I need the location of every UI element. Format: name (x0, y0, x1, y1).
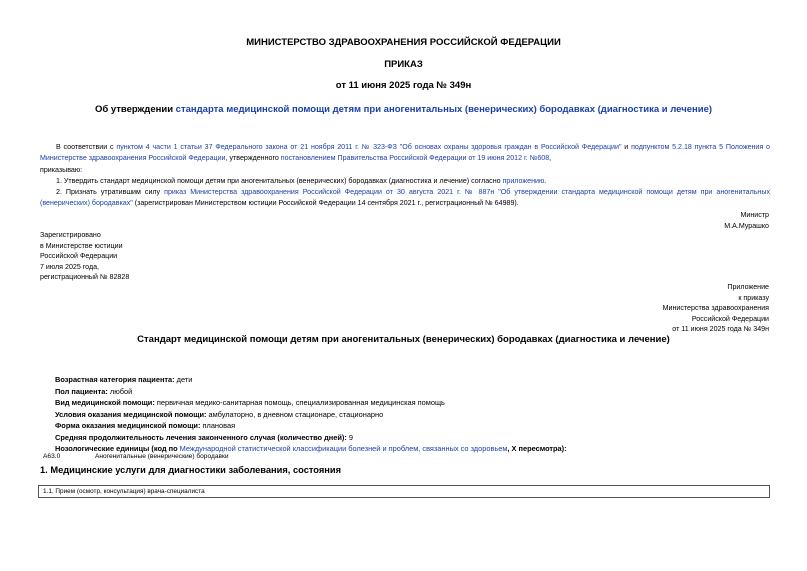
appendix-line: Российской Федерации (691, 314, 769, 323)
icd-link[interactable]: Международной статистической классификации болезней и проблем, связанных со здоровьем (179, 444, 508, 453)
care-type-value: первичная медико-санитарная помощь, специализированная медицинская помощь (154, 398, 445, 407)
icd-code-row (43, 453, 229, 460)
age-value: дети (174, 375, 193, 384)
order-date: от 11 июня 2025 года № 349н (335, 80, 472, 91)
nosology-label-start: Нозологические единицы (код по (55, 444, 180, 453)
nosology-label-end: , X пересмотра): (507, 444, 567, 453)
registration-line: Зарегистрировано (40, 231, 101, 239)
sex-row (55, 386, 775, 398)
icd-code: A63.0 (43, 453, 61, 460)
registration-line: регистрационный № 82828 (40, 273, 130, 282)
form-row (55, 420, 775, 432)
section-1-heading: 1. Медицинские услуги для диагностики заболевания, состояния (40, 465, 342, 475)
appendix-line: к приказу (738, 293, 769, 302)
conditions-row (55, 409, 775, 421)
appendix-block (663, 282, 769, 335)
preamble-paragraph (40, 142, 770, 163)
form-label: Форма оказания медицинской помощи: (55, 421, 201, 430)
repealed-order-link[interactable]: приказ Министерства здравоохранения Российской Федерации от 30 августа 2021 г. № 887н "Об утверждении стандарта медицинской помощи детям при аногенитальных (венерических) бородавках" (40, 188, 770, 207)
duration-row (55, 432, 775, 444)
standard-title: Стандарт медицинской помощи детям при аногенитальных (венерических) бородавках (диагностика и лечение) (137, 334, 670, 345)
registration-line: в Министерстве юстиции (40, 241, 123, 250)
care-type-label: Вид медицинской помощи: (55, 398, 155, 407)
age-label: Возрастная категория пациента: (55, 375, 175, 384)
item1-text-end: . (544, 177, 547, 185)
item2-text: 2. Признать утратившим силу (56, 188, 165, 196)
standard-metadata (55, 374, 775, 455)
sex-value: любой (107, 386, 133, 396)
orders-word: приказываю: (40, 166, 83, 174)
item1-text: 1. Утвердить стандарт медицинской помощи детям при аногенитальных (венерических) бородавках (диагностика и лечение) согласно (56, 177, 503, 185)
preamble-text-d: , (549, 153, 552, 162)
nosology-label (55, 444, 567, 453)
order-item-1 (40, 176, 770, 187)
table-row: 1.1. Прием (осмотр, консультация) врача-специалиста (43, 488, 205, 495)
registration-line: 7 июля 2025 года, (40, 262, 100, 271)
conditions-label: Условия оказания медицинской помощи: (55, 409, 207, 419)
services-table (38, 485, 770, 498)
duration-label: Средняя продолжительность лечения законченного случая (количество дней): (55, 432, 347, 442)
form-value: плановая (200, 421, 236, 430)
preamble-text-a: В соответствии с (56, 143, 117, 151)
preamble-text-b: и (621, 143, 632, 151)
ministry-heading: МИНИСТЕРСТВО ЗДРАВООХРАНЕНИЯ РОССИЙСКОЙ ФЕДЕРАЦИИ (246, 37, 561, 48)
regulation-link[interactable]: подпунктом 5.2.18 пункта 5 Положения о Министерстве здравоохранения Российской Федерации (40, 143, 770, 162)
icd-description: Аногенитальные (венерические) бородавки (95, 453, 229, 460)
appendix-line: Министерства здравоохранения (662, 304, 769, 313)
government-decree-link[interactable]: постановлением Правительства Российской Федерации от 19 июня 2012 г. №608 (280, 153, 550, 162)
duration-value: 9 (346, 432, 353, 442)
registration-block (40, 230, 240, 283)
preamble-text-c: , утвержденного (225, 153, 281, 162)
order-title (0, 104, 807, 115)
order-title-prefix: Об утверждении (94, 104, 176, 115)
appendix-line: от 11 июня 2025 года № 349н (672, 325, 769, 334)
item2-text-end: (зарегистрирован Министерством юстиции Российской Федерации 14 сентября 2021 г., регистрационный № 64989). (132, 198, 519, 207)
standard-link[interactable]: стандарта медицинской помощи детям при аногенитальных (венерических) бородавках (диагностика и лечение) (175, 104, 713, 115)
appendix-line: Приложение (727, 283, 769, 291)
signature-name: М.А.Мурашко (724, 222, 769, 230)
appendix-link[interactable]: приложению (502, 177, 545, 185)
care-type-row (55, 397, 775, 409)
federal-law-link[interactable]: пунктом 4 части 1 статьи 37 Федерального закона от 21 ноября 2011 г. № 323-ФЗ "Об основах охраны здоровья граждан в Российской Федерации" (116, 143, 622, 151)
age-row (55, 374, 775, 386)
order-heading: ПРИКАЗ (384, 59, 423, 70)
order-item-2 (40, 187, 770, 208)
signature-position: Министр (740, 211, 769, 219)
registration-line: Российской Федерации (40, 252, 118, 261)
sex-label: Пол пациента: (55, 386, 108, 396)
conditions-value: амбулаторно, в дневном стационаре, стационарно (206, 409, 384, 419)
